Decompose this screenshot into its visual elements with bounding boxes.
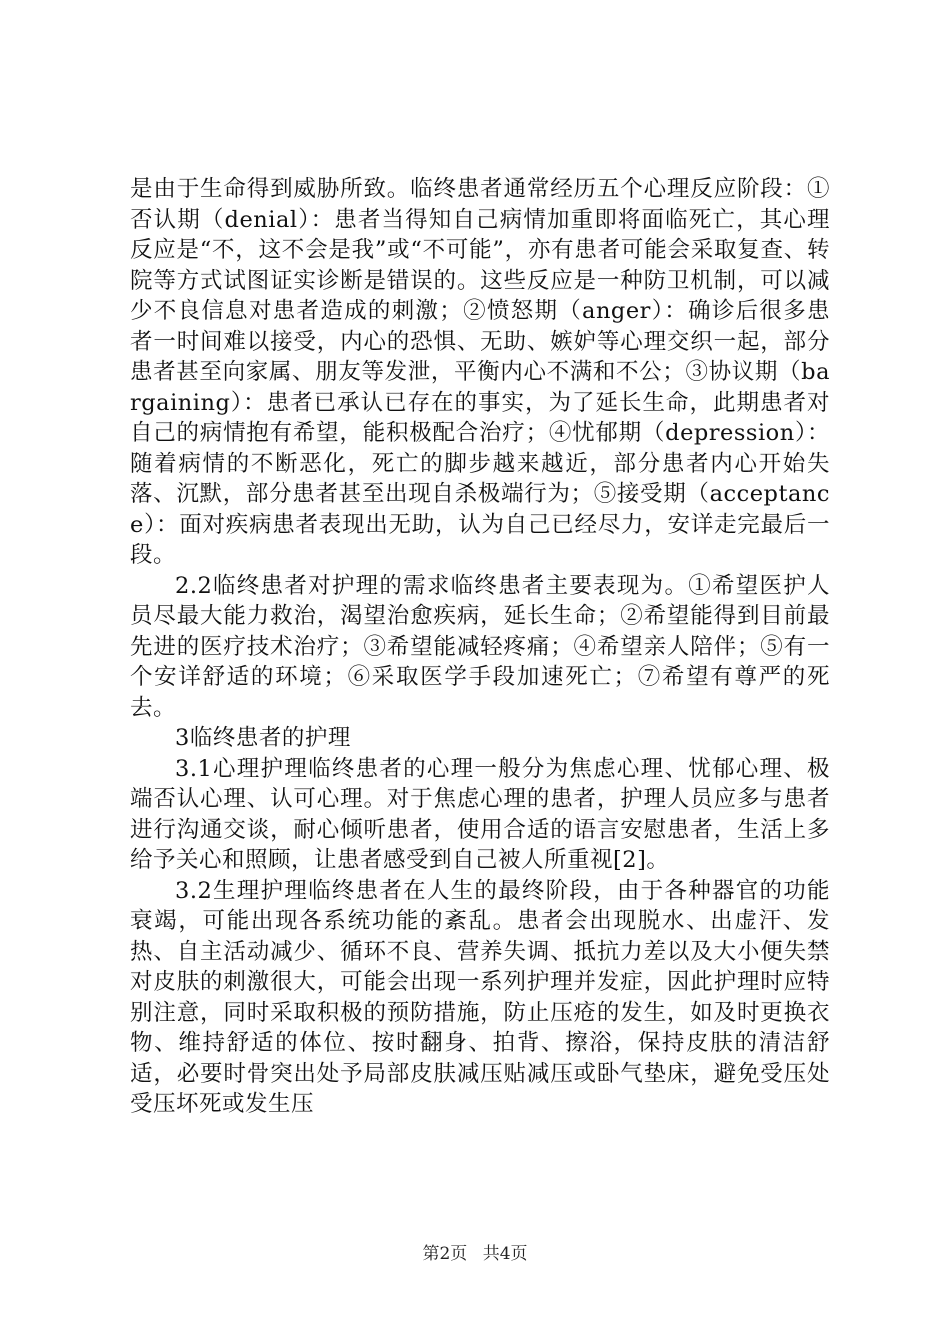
document-body bbox=[130, 174, 830, 1120]
page-number: 第2页 bbox=[422, 1244, 468, 1264]
page-total: 共4页 bbox=[482, 1244, 528, 1264]
paragraph-2-2-needs: 2.2临终患者对护理的需求临终患者主要表现为。①希望医护人员尽最大能力救治，渴望治愈疾病，延长生命；②希望能得到目前最先进的医疗技术治疗；③希望能减轻疼痛；④希望亲人陪伴；⑤有一个安详舒适的环境；⑥采取医学手段加速死亡；⑦希望有尊严的死去。 bbox=[130, 572, 830, 721]
paragraph-3-2-physiological: 3.2生理护理临终患者在人生的最终阶段，由于各种器官的功能衰竭，可能出现各系统功能的紊乱。患者会出现脱水、出虚汗、发热、自主活动减少、循环不良、营养失调、抵抗力差以及大小便失禁对皮肤的刺激很大，可能会出现一系列护理并发症，因此护理时应特别注意，同时采取积极的预防措施，防止压疮的发生，如及时更换衣物、维持舒适的体位、按时翻身、拍背、擦浴，保持皮肤的清洁舒适，必要时骨突出处予局部皮肤减压贴减压或卧气垫床，避免受压处受压坏死或发生压 bbox=[130, 877, 830, 1117]
paragraph-stages: 是由于生命得到威胁所致。临终患者通常经历五个心理反应阶段：①否认期（denial）：患者当得知自己病情加重即将面临死亡，其心理反应是“不，这不会是我”或“不可能”，亦有患者可能会采取复查、转院等方式试图证实诊断是错误的。这些反应是一种防卫机制，可以减少不良信息对患者造成的刺激；②愤怒期（anger）：确诊后很多患者一时间难以接受，内心的恐惧、无助、嫉妒等心理交织一起，部分患者甚至向家属、朋友等发泄，平衡内心不满和不公；③协议期（bargaining）：患者已承认已存在的事实，为了延长生命，此期患者对自己的病情抱有希望，能积极配合治疗；④忧郁期（depression）：随着病情的不断恶化，死亡的脚步越来越近，部分患者内心开始失落、沉默，部分患者甚至出现自杀极端行为；⑤接受期（acceptance）：面对疾病患者表现出无助，认为自己已经尽力，安详走完最后一段。 bbox=[130, 176, 830, 568]
page-footer bbox=[0, 1244, 950, 1264]
paragraph-3-1-psychological: 3.1心理护理临终患者的心理一般分为焦虑心理、忧郁心理、极端否认心理、认可心理。对于焦虑心理的患者，护理人员应多与患者进行沟通交谈，耐心倾听患者，使用合适的语言安慰患者，生活上多给予关心和照顾，让患者感受到自己被人所重视[2]。 bbox=[130, 755, 830, 873]
section-heading-3: 3临终患者的护理 bbox=[175, 725, 351, 751]
